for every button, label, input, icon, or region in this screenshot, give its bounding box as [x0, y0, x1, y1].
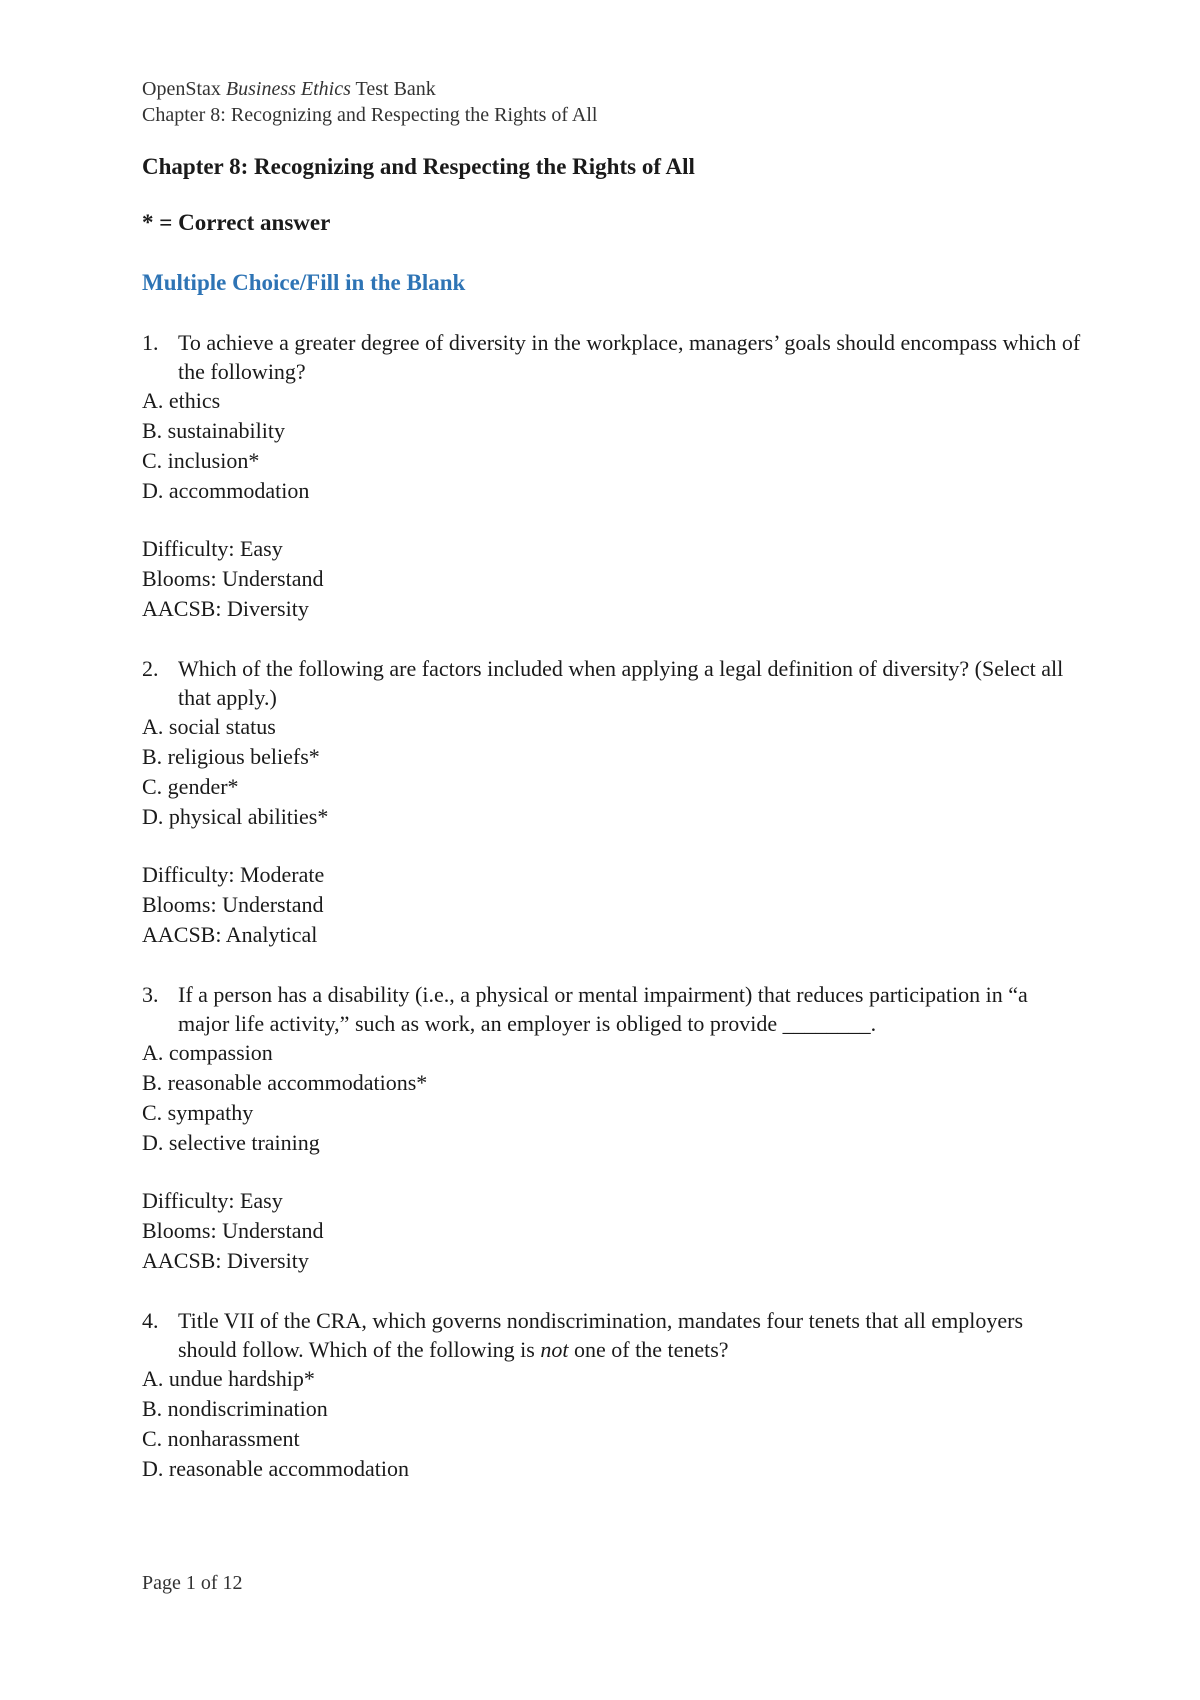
- question-text: To achieve a greater degree of diversity in the workplace, managers’ goals should encompass which of the following?: [178, 330, 1081, 384]
- question-text: Which of the following are factors included when applying a legal definition of diversity? (Select all that apply.): [178, 656, 1064, 710]
- answer-option-a: A. social status: [142, 714, 276, 739]
- question-stem: [142, 654, 1082, 712]
- difficulty: Difficulty: Easy: [142, 536, 283, 561]
- question-stem: [142, 328, 1082, 386]
- answer-option-c: C. inclusion*: [142, 448, 260, 473]
- running-header-line-1: [142, 76, 1082, 102]
- answer-option-d: D. accommodation: [142, 478, 310, 503]
- question-stem: [142, 980, 1082, 1038]
- answer-option-d: D. physical abilities*: [142, 804, 329, 829]
- answer-option-a: A. compassion: [142, 1040, 273, 1065]
- answer-option-d: D. reasonable accommodation: [142, 1456, 409, 1481]
- chapter-title: Chapter 8: Recognizing and Respecting the Rights of All: [142, 154, 695, 179]
- question-2: [142, 654, 1082, 950]
- answer-option-c: C. gender*: [142, 774, 239, 799]
- aacsb: AACSB: Diversity: [142, 596, 309, 621]
- answer-option-a: A. undue hardship*: [142, 1366, 315, 1391]
- blooms: Blooms: Understand: [142, 1218, 324, 1243]
- answer-option-b: B. religious beliefs*: [142, 744, 320, 769]
- blooms: Blooms: Understand: [142, 566, 324, 591]
- question-metadata: [142, 1186, 1082, 1276]
- aacsb: AACSB: Analytical: [142, 922, 318, 947]
- page-footer: Page 1 of 12: [142, 1572, 243, 1594]
- question-3: [142, 980, 1082, 1276]
- question-metadata: [142, 860, 1082, 950]
- header-book-title: Business Ethics: [225, 78, 351, 100]
- question-number: 4.: [142, 1308, 159, 1333]
- blooms: Blooms: Understand: [142, 892, 324, 917]
- running-header-line-2: Chapter 8: Recognizing and Respecting the Rights of All: [142, 104, 598, 126]
- document-page: [142, 76, 1082, 1484]
- answer-option-d: D. selective training: [142, 1130, 320, 1155]
- section-heading: Multiple Choice/Fill in the Blank: [142, 270, 466, 295]
- header-suffix: Test Bank: [350, 78, 436, 100]
- question-number: 1.: [142, 330, 159, 355]
- question-text: Title VII of the CRA, which governs nondiscrimination, mandates four tenets that all employers should follow. Which of the following is not one of the tenets?: [178, 1308, 1024, 1362]
- question-metadata: [142, 534, 1082, 624]
- difficulty: Difficulty: Easy: [142, 1188, 283, 1213]
- question-text: If a person has a disability (i.e., a physical or mental impairment) that reduces participation in “a major life activity,” such as work, an employer is obliged to provide ________.: [178, 982, 1028, 1036]
- difficulty: Difficulty: Moderate: [142, 862, 325, 887]
- question-4: [142, 1306, 1082, 1484]
- question-number: 2.: [142, 656, 159, 681]
- answer-option-b: B. sustainability: [142, 418, 285, 443]
- answer-option-b: B. nondiscrimination: [142, 1396, 328, 1421]
- header-publisher: OpenStax: [142, 78, 226, 100]
- answer-option-a: A. ethics: [142, 388, 221, 413]
- answer-option-c: C. nonharassment: [142, 1426, 300, 1451]
- answer-legend: * = Correct answer: [142, 210, 331, 235]
- answer-option-b: B. reasonable accommodations*: [142, 1070, 428, 1095]
- question-1: [142, 328, 1082, 624]
- question-stem: [142, 1306, 1082, 1364]
- answer-option-c: C. sympathy: [142, 1100, 254, 1125]
- question-number: 3.: [142, 982, 159, 1007]
- aacsb: AACSB: Diversity: [142, 1248, 309, 1273]
